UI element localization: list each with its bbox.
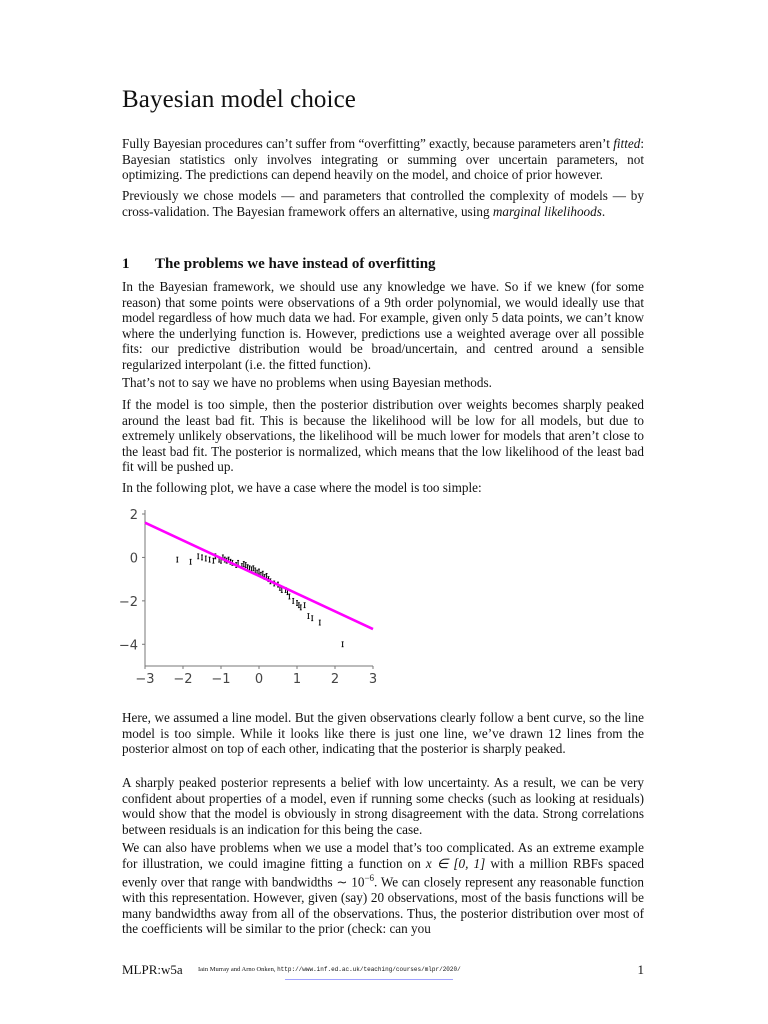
data-point	[197, 554, 199, 559]
data-point	[266, 573, 268, 578]
observation-points	[176, 554, 343, 647]
y-tick-label: 0	[129, 551, 138, 567]
x-tick-label: 1	[292, 672, 302, 687]
x-tick-label: 3	[368, 672, 378, 687]
course-code: MLPR:w5a	[122, 962, 183, 977]
scatter-plot	[118, 502, 388, 692]
y-tick-label: 2	[129, 508, 138, 523]
paragraph-too-complicated: We can also have problems when we use a model that’s too complicated. As an extreme example for illustration, we could imagine fitting a function on x ∈ [0, 1] with a million RBFs spaced evenly over that range with bandwidths ∼ $10^{-6}$. We can closely represent any reasonable function with this representation. However, given (say) 20 observations, most of the basis functions will be many bandwidths away from all of the observations. Thus, the posterior distribution over most of the coefficients will be similar to the prior (check: can you	[122, 840, 645, 937]
data-point	[311, 616, 313, 621]
section-heading	[122, 256, 436, 273]
data-point	[245, 563, 247, 568]
posterior-lines	[145, 523, 373, 629]
data-point	[212, 558, 214, 563]
footer-credit: Iain Murray and Arno Onken, http://www.inf.ed.ac.uk/teaching/courses/mlpr/2020/	[198, 966, 461, 973]
data-point	[307, 614, 309, 619]
paragraph-plot-intro: In the following plot, we have a case where the model is too simple:	[122, 480, 482, 495]
paragraph-problems: That’s not to say we have no problems when using Bayesian methods.	[122, 375, 492, 390]
posterior-line	[145, 523, 373, 629]
data-point	[342, 642, 344, 647]
intro-paragraph-1: Fully Bayesian procedures can’t suffer from “overfitting” exactly, because parameters aren’t fitted: Bayesian statistics only involves integrating or summing over uncertain parameters, not optimizing. The predictions can depend heavily on the model, and choice of prior however.	[122, 136, 644, 183]
plot-axes	[145, 510, 373, 666]
data-point	[296, 601, 298, 606]
data-point	[304, 603, 306, 608]
paragraph-too-simple: If the model is too simple, then the posterior distribution over weights becomes sharply peaked around the least bad fit. This is because the likelihood will be low for all models, but due to extremely unlikely observations, the likelihood will be much lower for models that aren’t close to the least bad fit. The posterior is normalized, which means that the low likelihood of the least bad fit will be pushed up.	[122, 397, 644, 475]
data-point	[300, 605, 302, 610]
paragraph-line-model: Here, we assumed a line model. But the given observations clearly follow a bent curve, so the line model is too simple. While it looks like there is just one line, we’ve drawn 12 lines from the posterior almost on top of each other, indicating that the posterior is sharply peaked.	[122, 710, 644, 757]
data-point	[288, 594, 290, 599]
footer	[122, 962, 644, 982]
data-point	[292, 598, 294, 603]
data-point	[298, 603, 300, 608]
data-point	[243, 561, 245, 566]
x-tick-label: −3	[135, 672, 155, 687]
x-tick-label: −1	[211, 672, 231, 687]
plot-ticks	[119, 508, 377, 687]
data-point	[201, 555, 203, 560]
section-number: 1	[122, 256, 130, 272]
link-underline	[285, 979, 453, 980]
x-tick-label: 2	[330, 672, 340, 687]
paragraph-sharp-posterior: A sharply peaked posterior represents a belief with low uncertainty. As a result, we can be very confident about properties of a model, even if running some checks (such as looking at residuals) would show that the model is obviously in strong disagreement with the data. Strong correlations between residuals is an indication for this being the case.	[122, 775, 644, 837]
data-point	[190, 559, 192, 564]
section-title: The problems we have instead of overfitting	[155, 256, 436, 272]
data-point	[205, 556, 207, 561]
data-point	[176, 557, 178, 562]
page-number: 1	[637, 962, 644, 977]
data-point	[252, 566, 254, 571]
y-tick-label: −4	[118, 638, 138, 654]
data-point	[262, 571, 264, 576]
course-url-link[interactable]: http://www.inf.ed.ac.uk/teaching/courses/mlpr/2020/	[277, 966, 461, 973]
x-tick-label: 0	[254, 672, 264, 687]
paragraph-bayesian-knowledge: In the Bayesian framework, we should use any knowledge we have. So if we knew (for some reason) that some points were observations of a 9th order polynomial, we would ideally use that model regardless of how much data we had. For example, given only 5 data points, we can’t know where the underlying function is. However, predictions use a weighted average over all possible fits: our predictive distribution would be broad/uncertain, and centred around a sensible regularized interpolant (i.e. the fitted function).	[122, 279, 644, 372]
data-point	[319, 620, 321, 625]
data-point	[209, 557, 211, 562]
data-point	[258, 569, 260, 574]
y-tick-label: −2	[118, 594, 138, 610]
x-tick-label: −2	[173, 672, 193, 687]
intro-paragraph-2: Previously we chose models — and parameters that controlled the complexity of models — by cross-validation. The Bayesian framework offers an alternative, using marginal likelihoods.	[122, 188, 644, 219]
page-title: Bayesian model choice	[122, 86, 356, 113]
data-point	[254, 568, 256, 573]
